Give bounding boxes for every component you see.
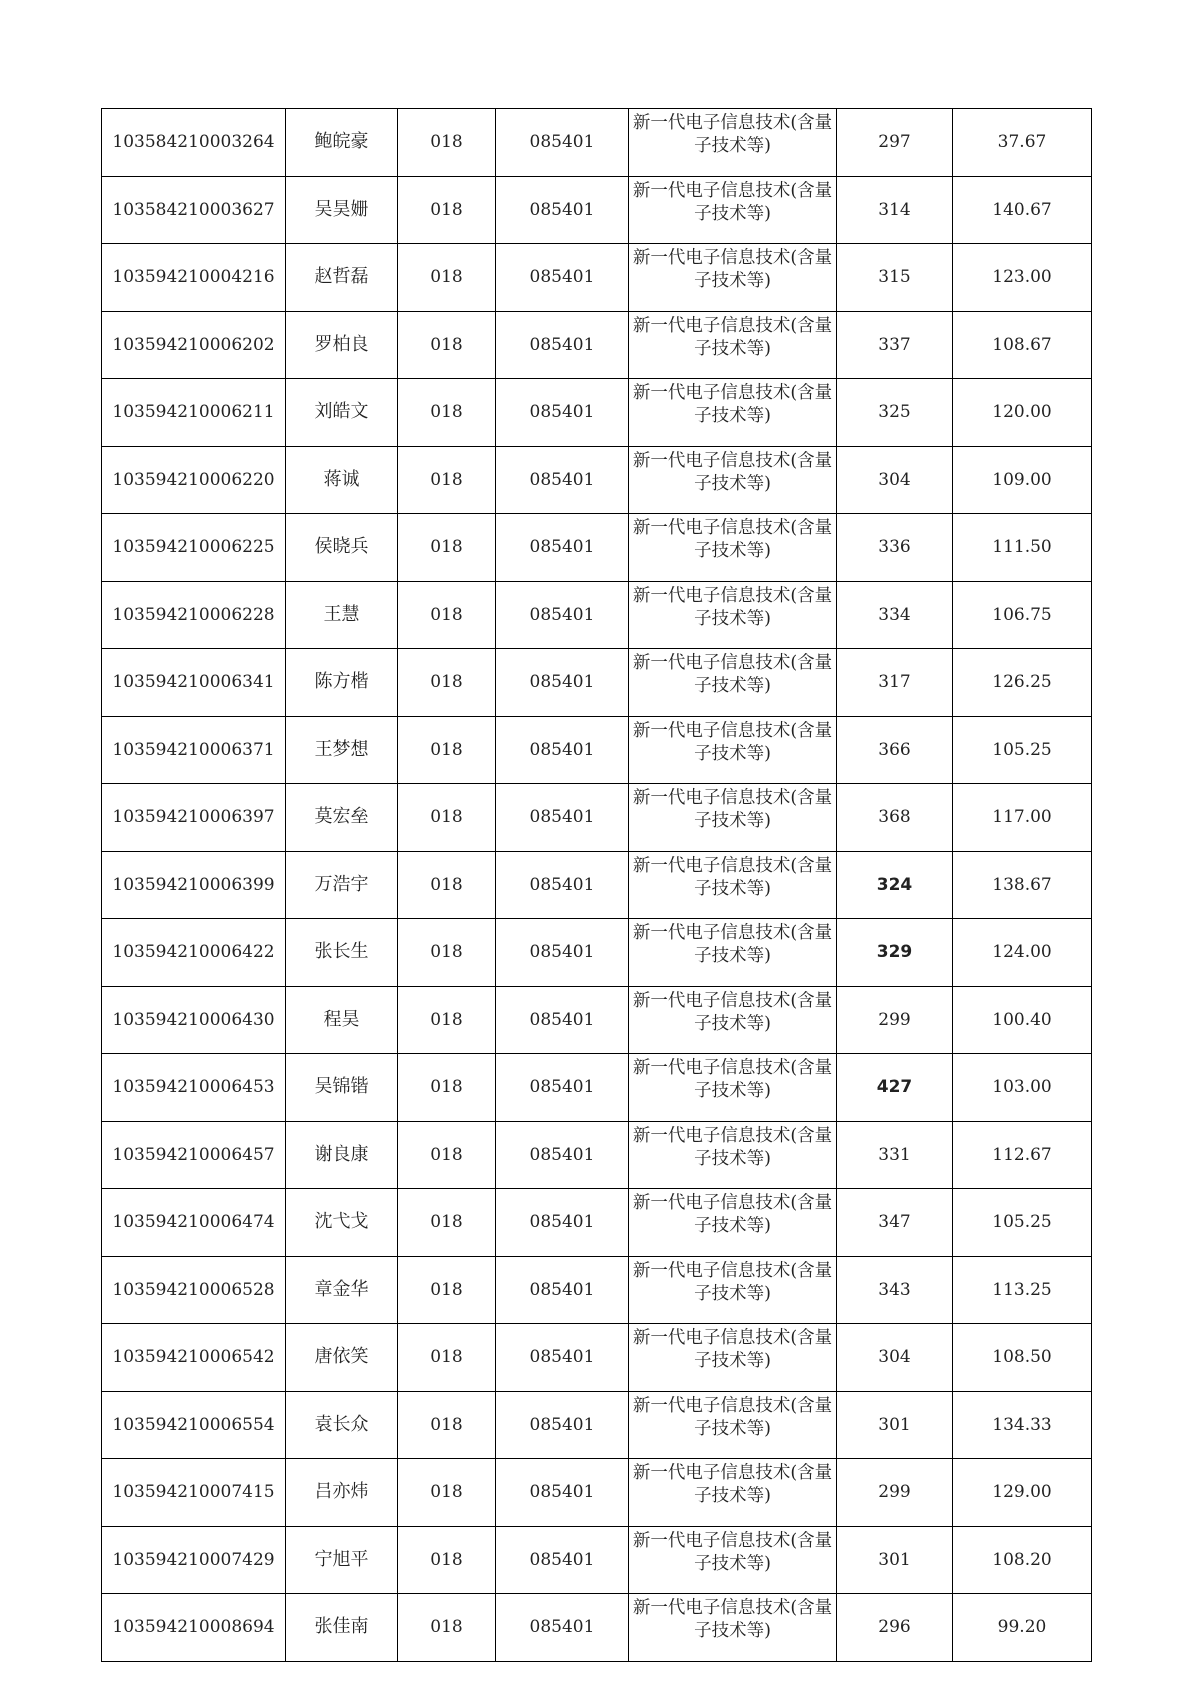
total-score-cell: 304 bbox=[837, 1324, 953, 1392]
second-score-cell: 37.67 bbox=[953, 109, 1092, 177]
unit-code-cell: 018 bbox=[398, 1526, 496, 1594]
table-row bbox=[102, 919, 1092, 987]
major-code-cell: 085401 bbox=[496, 784, 629, 852]
total-score-cell: 314 bbox=[837, 176, 953, 244]
table-body bbox=[102, 109, 1092, 1662]
table-row bbox=[102, 851, 1092, 919]
candidate-name-cell: 张长生 bbox=[286, 919, 398, 987]
unit-code-cell: 018 bbox=[398, 1391, 496, 1459]
major-name-cell bbox=[629, 986, 837, 1054]
major-code-cell: 085401 bbox=[496, 1594, 629, 1662]
candidate-id-cell: 103594210007429 bbox=[102, 1526, 286, 1594]
second-score-cell: 108.67 bbox=[953, 311, 1092, 379]
major-name-text: 新一代电子信息技术(含量子技术等) bbox=[632, 113, 833, 156]
total-score-cell: 317 bbox=[837, 649, 953, 717]
candidate-name-cell: 袁长众 bbox=[286, 1391, 398, 1459]
candidate-id-cell: 103594210006430 bbox=[102, 986, 286, 1054]
candidate-id-cell: 103594210006399 bbox=[102, 851, 286, 919]
major-name-cell bbox=[629, 1256, 837, 1324]
table-row bbox=[102, 1594, 1092, 1662]
second-score-cell: 123.00 bbox=[953, 244, 1092, 312]
total-score-cell: 336 bbox=[837, 514, 953, 582]
major-code-cell: 085401 bbox=[496, 1121, 629, 1189]
major-code-cell: 085401 bbox=[496, 716, 629, 784]
major-name-text: 新一代电子信息技术(含量子技术等) bbox=[632, 315, 833, 359]
candidate-id-cell: 103594210006554 bbox=[102, 1391, 286, 1459]
table-row bbox=[102, 649, 1092, 717]
candidate-name-cell: 章金华 bbox=[286, 1256, 398, 1324]
unit-code-cell: 018 bbox=[398, 109, 496, 177]
major-code-cell: 085401 bbox=[496, 514, 629, 582]
total-score-cell: 301 bbox=[837, 1526, 953, 1594]
total-score-cell: 337 bbox=[837, 311, 953, 379]
major-name-cell bbox=[629, 446, 837, 514]
candidate-id-cell: 103594210006474 bbox=[102, 1189, 286, 1257]
major-name-cell bbox=[629, 784, 837, 852]
major-name-text: 新一代电子信息技术(含量子技术等) bbox=[632, 1328, 833, 1371]
unit-code-cell: 018 bbox=[398, 581, 496, 649]
major-name-text: 新一代电子信息技术(含量子技术等) bbox=[632, 1193, 833, 1236]
unit-code-cell: 018 bbox=[398, 1256, 496, 1324]
total-score-cell: 296 bbox=[837, 1594, 953, 1662]
total-score-cell: 299 bbox=[837, 986, 953, 1054]
candidate-id-cell: 103594210007415 bbox=[102, 1459, 286, 1527]
candidate-name-cell: 赵哲磊 bbox=[286, 244, 398, 312]
major-code-cell: 085401 bbox=[496, 851, 629, 919]
unit-code-cell: 018 bbox=[398, 514, 496, 582]
major-code-cell: 085401 bbox=[496, 986, 629, 1054]
table-row bbox=[102, 581, 1092, 649]
unit-code-cell: 018 bbox=[398, 1324, 496, 1392]
unit-code-cell: 018 bbox=[398, 446, 496, 514]
second-score-cell: 112.67 bbox=[953, 1121, 1092, 1189]
second-score-cell: 108.50 bbox=[953, 1324, 1092, 1392]
candidate-id-cell: 103584210003627 bbox=[102, 176, 286, 244]
second-score-cell: 99.20 bbox=[953, 1594, 1092, 1662]
total-score-cell: 331 bbox=[837, 1121, 953, 1189]
total-score-cell: 366 bbox=[837, 716, 953, 784]
unit-code-cell: 018 bbox=[398, 649, 496, 717]
candidate-name-cell: 宁旭平 bbox=[286, 1526, 398, 1594]
major-name-text: 新一代电子信息技术(含量子技术等) bbox=[632, 450, 833, 494]
major-name-cell bbox=[629, 1459, 837, 1527]
unit-code-cell: 018 bbox=[398, 379, 496, 447]
major-name-text: 新一代电子信息技术(含量子技术等) bbox=[632, 1395, 833, 1439]
table-row bbox=[102, 986, 1092, 1054]
total-score-cell: 329 bbox=[837, 919, 953, 987]
candidate-id-cell: 103594210006528 bbox=[102, 1256, 286, 1324]
major-code-cell: 085401 bbox=[496, 649, 629, 717]
major-name-text: 新一代电子信息技术(含量子技术等) bbox=[632, 923, 833, 966]
major-code-cell: 085401 bbox=[496, 581, 629, 649]
major-name-text: 新一代电子信息技术(含量子技术等) bbox=[632, 720, 833, 764]
major-name-text: 新一代电子信息技术(含量子技术等) bbox=[632, 1463, 833, 1506]
major-code-cell: 085401 bbox=[496, 919, 629, 987]
major-code-cell: 085401 bbox=[496, 1324, 629, 1392]
total-score-cell: 325 bbox=[837, 379, 953, 447]
candidate-id-cell: 103594210006422 bbox=[102, 919, 286, 987]
table-row bbox=[102, 514, 1092, 582]
total-score-cell: 304 bbox=[837, 446, 953, 514]
second-score-cell: 105.25 bbox=[953, 716, 1092, 784]
table-row bbox=[102, 446, 1092, 514]
admission-table bbox=[101, 108, 1092, 1662]
second-score-cell: 117.00 bbox=[953, 784, 1092, 852]
second-score-cell: 108.20 bbox=[953, 1526, 1092, 1594]
candidate-name-cell: 吕亦炜 bbox=[286, 1459, 398, 1527]
table-row bbox=[102, 379, 1092, 447]
unit-code-cell: 018 bbox=[398, 1459, 496, 1527]
candidate-id-cell: 103584210003264 bbox=[102, 109, 286, 177]
major-code-cell: 085401 bbox=[496, 1054, 629, 1122]
unit-code-cell: 018 bbox=[398, 1054, 496, 1122]
table-row bbox=[102, 1054, 1092, 1122]
candidate-id-cell: 103594210006453 bbox=[102, 1054, 286, 1122]
candidate-name-cell: 鲍皖豪 bbox=[286, 109, 398, 177]
candidate-id-cell: 103594210006397 bbox=[102, 784, 286, 852]
major-name-text: 新一代电子信息技术(含量子技术等) bbox=[632, 1260, 833, 1304]
unit-code-cell: 018 bbox=[398, 1189, 496, 1257]
major-name-cell bbox=[629, 176, 837, 244]
second-score-cell: 140.67 bbox=[953, 176, 1092, 244]
major-name-text: 新一代电子信息技术(含量子技术等) bbox=[632, 180, 833, 224]
major-name-cell bbox=[629, 109, 837, 177]
table-row bbox=[102, 1189, 1092, 1257]
candidate-name-cell: 沈弋戈 bbox=[286, 1189, 398, 1257]
table-row bbox=[102, 244, 1092, 312]
major-name-cell bbox=[629, 649, 837, 717]
major-name-cell bbox=[629, 1189, 837, 1257]
candidate-name-cell: 陈方楷 bbox=[286, 649, 398, 717]
major-name-text: 新一代电子信息技术(含量子技术等) bbox=[632, 1058, 833, 1101]
unit-code-cell: 018 bbox=[398, 784, 496, 852]
candidate-name-cell: 吴锦锴 bbox=[286, 1054, 398, 1122]
candidate-name-cell: 刘皓文 bbox=[286, 379, 398, 447]
second-score-cell: 109.00 bbox=[953, 446, 1092, 514]
candidate-id-cell: 103594210006341 bbox=[102, 649, 286, 717]
major-name-text: 新一代电子信息技术(含量子技术等) bbox=[632, 653, 833, 696]
major-name-cell bbox=[629, 1054, 837, 1122]
major-name-cell bbox=[629, 514, 837, 582]
candidate-id-cell: 103594210006225 bbox=[102, 514, 286, 582]
major-code-cell: 085401 bbox=[496, 311, 629, 379]
table-row bbox=[102, 1256, 1092, 1324]
candidate-name-cell: 侯晓兵 bbox=[286, 514, 398, 582]
total-score-cell: 301 bbox=[837, 1391, 953, 1459]
second-score-cell: 120.00 bbox=[953, 379, 1092, 447]
major-code-cell: 085401 bbox=[496, 1256, 629, 1324]
major-code-cell: 085401 bbox=[496, 244, 629, 312]
second-score-cell: 103.00 bbox=[953, 1054, 1092, 1122]
major-name-text: 新一代电子信息技术(含量子技术等) bbox=[632, 1530, 833, 1574]
total-score-cell: 427 bbox=[837, 1054, 953, 1122]
candidate-name-cell: 万浩宇 bbox=[286, 851, 398, 919]
major-code-cell: 085401 bbox=[496, 379, 629, 447]
candidate-id-cell: 103594210006542 bbox=[102, 1324, 286, 1392]
second-score-cell: 111.50 bbox=[953, 514, 1092, 582]
major-name-cell bbox=[629, 311, 837, 379]
unit-code-cell: 018 bbox=[398, 986, 496, 1054]
unit-code-cell: 018 bbox=[398, 244, 496, 312]
major-name-text: 新一代电子信息技术(含量子技术等) bbox=[632, 518, 833, 561]
table-row bbox=[102, 1526, 1092, 1594]
major-name-cell bbox=[629, 919, 837, 987]
major-name-cell bbox=[629, 1391, 837, 1459]
candidate-name-cell: 吴昊姗 bbox=[286, 176, 398, 244]
candidate-name-cell: 莫宏垒 bbox=[286, 784, 398, 852]
table-row bbox=[102, 716, 1092, 784]
table-row bbox=[102, 311, 1092, 379]
unit-code-cell: 018 bbox=[398, 1594, 496, 1662]
table-row bbox=[102, 1121, 1092, 1189]
candidate-id-cell: 103594210006371 bbox=[102, 716, 286, 784]
candidate-name-cell: 谢良康 bbox=[286, 1121, 398, 1189]
total-score-cell: 343 bbox=[837, 1256, 953, 1324]
total-score-cell: 324 bbox=[837, 851, 953, 919]
major-code-cell: 085401 bbox=[496, 1391, 629, 1459]
table-row bbox=[102, 1324, 1092, 1392]
major-code-cell: 085401 bbox=[496, 446, 629, 514]
major-code-cell: 085401 bbox=[496, 1459, 629, 1527]
major-code-cell: 085401 bbox=[496, 109, 629, 177]
major-name-text: 新一代电子信息技术(含量子技术等) bbox=[632, 1125, 833, 1169]
major-name-cell bbox=[629, 716, 837, 784]
major-code-cell: 085401 bbox=[496, 176, 629, 244]
major-name-text: 新一代电子信息技术(含量子技术等) bbox=[632, 248, 833, 291]
major-code-cell: 085401 bbox=[496, 1189, 629, 1257]
candidate-id-cell: 103594210006220 bbox=[102, 446, 286, 514]
major-name-cell bbox=[629, 379, 837, 447]
unit-code-cell: 018 bbox=[398, 716, 496, 784]
total-score-cell: 315 bbox=[837, 244, 953, 312]
major-name-text: 新一代电子信息技术(含量子技术等) bbox=[632, 990, 833, 1034]
table-row bbox=[102, 109, 1092, 177]
total-score-cell: 334 bbox=[837, 581, 953, 649]
major-name-text: 新一代电子信息技术(含量子技术等) bbox=[632, 1598, 833, 1641]
second-score-cell: 126.25 bbox=[953, 649, 1092, 717]
candidate-name-cell: 王梦想 bbox=[286, 716, 398, 784]
second-score-cell: 124.00 bbox=[953, 919, 1092, 987]
unit-code-cell: 018 bbox=[398, 311, 496, 379]
major-name-cell bbox=[629, 1121, 837, 1189]
major-name-cell bbox=[629, 244, 837, 312]
candidate-id-cell: 103594210006211 bbox=[102, 379, 286, 447]
second-score-cell: 113.25 bbox=[953, 1256, 1092, 1324]
total-score-cell: 368 bbox=[837, 784, 953, 852]
major-name-cell bbox=[629, 851, 837, 919]
table-row bbox=[102, 1391, 1092, 1459]
major-name-text: 新一代电子信息技术(含量子技术等) bbox=[632, 855, 833, 899]
candidate-id-cell: 103594210006202 bbox=[102, 311, 286, 379]
total-score-cell: 299 bbox=[837, 1459, 953, 1527]
candidate-name-cell: 罗柏良 bbox=[286, 311, 398, 379]
unit-code-cell: 018 bbox=[398, 919, 496, 987]
major-name-text: 新一代电子信息技术(含量子技术等) bbox=[632, 788, 833, 831]
second-score-cell: 134.33 bbox=[953, 1391, 1092, 1459]
unit-code-cell: 018 bbox=[398, 176, 496, 244]
total-score-cell: 347 bbox=[837, 1189, 953, 1257]
table-row bbox=[102, 784, 1092, 852]
second-score-cell: 106.75 bbox=[953, 581, 1092, 649]
table-row bbox=[102, 176, 1092, 244]
major-name-cell bbox=[629, 1324, 837, 1392]
candidate-id-cell: 103594210006228 bbox=[102, 581, 286, 649]
major-name-cell bbox=[629, 1526, 837, 1594]
major-name-cell bbox=[629, 581, 837, 649]
candidate-name-cell: 王慧 bbox=[286, 581, 398, 649]
unit-code-cell: 018 bbox=[398, 851, 496, 919]
major-name-cell bbox=[629, 1594, 837, 1662]
major-code-cell: 085401 bbox=[496, 1526, 629, 1594]
second-score-cell: 129.00 bbox=[953, 1459, 1092, 1527]
unit-code-cell: 018 bbox=[398, 1121, 496, 1189]
candidate-name-cell: 张佳南 bbox=[286, 1594, 398, 1662]
major-name-text: 新一代电子信息技术(含量子技术等) bbox=[632, 585, 833, 629]
second-score-cell: 138.67 bbox=[953, 851, 1092, 919]
major-name-text: 新一代电子信息技术(含量子技术等) bbox=[632, 383, 833, 426]
candidate-name-cell: 唐依笑 bbox=[286, 1324, 398, 1392]
candidate-name-cell: 蒋诚 bbox=[286, 446, 398, 514]
candidate-id-cell: 103594210004216 bbox=[102, 244, 286, 312]
second-score-cell: 100.40 bbox=[953, 986, 1092, 1054]
candidate-id-cell: 103594210008694 bbox=[102, 1594, 286, 1662]
total-score-cell: 297 bbox=[837, 109, 953, 177]
table-row bbox=[102, 1459, 1092, 1527]
second-score-cell: 105.25 bbox=[953, 1189, 1092, 1257]
candidate-id-cell: 103594210006457 bbox=[102, 1121, 286, 1189]
candidate-name-cell: 程昊 bbox=[286, 986, 398, 1054]
